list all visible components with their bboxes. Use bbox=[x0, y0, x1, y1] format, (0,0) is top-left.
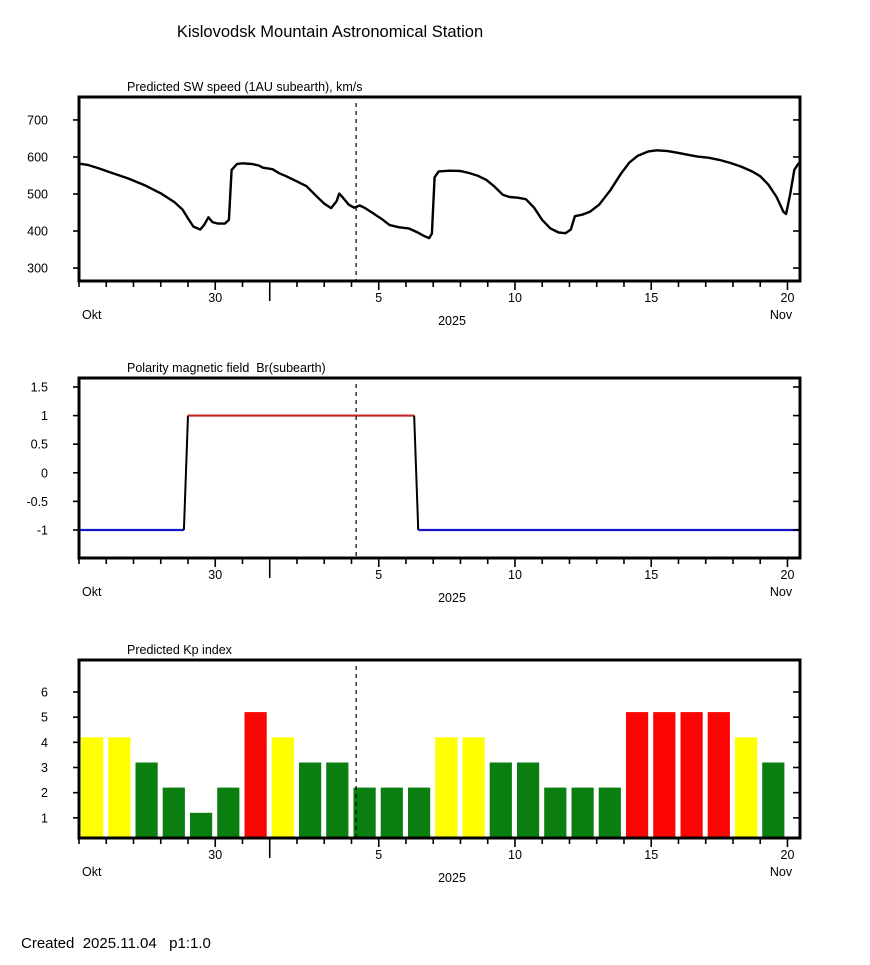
polarity-chart-title: Polarity magnetic field Br(subearth) bbox=[127, 361, 326, 375]
plot-box bbox=[79, 97, 800, 281]
kp-bar-nov-7 bbox=[435, 737, 457, 838]
sw_speed-plot bbox=[27, 97, 800, 328]
y-tick-label: 1 bbox=[41, 811, 48, 826]
x-tick-label: 20 bbox=[780, 568, 795, 582]
y-tick-label: 1 bbox=[41, 409, 48, 424]
x-tick-label: 20 bbox=[780, 848, 795, 862]
y-tick-label: 300 bbox=[27, 261, 48, 276]
kp-bar-nov-4 bbox=[354, 788, 376, 838]
y-tick-label: -0.5 bbox=[26, 494, 48, 509]
kp-index-chart-title: Predicted Kp index bbox=[127, 643, 232, 657]
kp-bar-nov-10 bbox=[517, 763, 539, 839]
y-tick-label: 400 bbox=[27, 224, 48, 239]
polarity-plot bbox=[26, 378, 800, 605]
y-tick-label: 500 bbox=[27, 187, 48, 202]
kp-bar-okt-26 bbox=[108, 737, 130, 838]
x-tick-label: 15 bbox=[644, 848, 659, 862]
kp-bar-okt-28 bbox=[163, 788, 185, 838]
y-tick-label: 0 bbox=[41, 466, 48, 481]
x-tick-label: 10 bbox=[508, 568, 522, 582]
y-tick-label: 700 bbox=[27, 113, 48, 128]
kp-bar-nov-11 bbox=[544, 788, 566, 838]
kp-bar-nov-15 bbox=[653, 712, 675, 838]
y-tick-label: 5 bbox=[41, 710, 48, 725]
kp-bar-nov-6 bbox=[408, 788, 430, 838]
kp-bar-nov-13 bbox=[599, 788, 621, 838]
x-tick-label: 30 bbox=[208, 568, 223, 582]
kp-bar-nov-12 bbox=[572, 788, 594, 838]
created-timestamp: Created 2025.11.04 p1:1.0 bbox=[21, 935, 211, 952]
y-tick-label: 6 bbox=[41, 685, 48, 700]
y-tick-label: 2 bbox=[41, 786, 48, 801]
y-tick-label: 3 bbox=[41, 761, 48, 776]
y-tick-label: 0.5 bbox=[30, 437, 48, 452]
sw-speed-chart-title: Predicted SW speed (1AU subearth), km/s bbox=[127, 80, 363, 94]
x-tick-label: 15 bbox=[644, 568, 659, 582]
month-start-label: Okt bbox=[82, 308, 102, 322]
x-tick-label: 15 bbox=[644, 291, 659, 305]
kp-bar-okt-31 bbox=[245, 712, 267, 838]
x-tick-label: 10 bbox=[508, 848, 522, 862]
y-tick-label: 600 bbox=[27, 150, 48, 165]
kp-bar-okt-27 bbox=[136, 763, 158, 839]
month-start-label: Okt bbox=[82, 585, 102, 599]
year-label: 2025 bbox=[438, 591, 466, 605]
page-title: Kislovodsk Mountain Astronomical Station bbox=[176, 23, 484, 41]
kp-bar-nov-1 bbox=[272, 737, 294, 838]
kp-bar-okt-25 bbox=[81, 737, 103, 838]
x-tick-label: 30 bbox=[208, 291, 223, 305]
x-tick-label: 10 bbox=[508, 291, 522, 305]
kp-plot bbox=[41, 660, 800, 885]
x-tick-label: 20 bbox=[780, 291, 795, 305]
kp-bar-nov-8 bbox=[463, 737, 485, 838]
kp-bar-nov-9 bbox=[490, 763, 512, 839]
month-end-label: Nov bbox=[769, 585, 793, 599]
kp-bar-nov-16 bbox=[681, 712, 703, 838]
x-tick-label: 5 bbox=[375, 291, 383, 305]
month-end-label: Nov bbox=[769, 308, 793, 322]
kp-bar-nov-17 bbox=[708, 712, 730, 838]
month-end-label: Nov bbox=[769, 865, 793, 879]
x-tick-label: 5 bbox=[375, 848, 383, 862]
kp-bar-nov-14 bbox=[626, 712, 648, 838]
polarity-transition bbox=[414, 416, 418, 530]
kp-bar-nov-5 bbox=[381, 788, 403, 838]
kp-bar-nov-2 bbox=[299, 763, 321, 839]
kp-bar-nov-18 bbox=[735, 737, 757, 838]
x-tick-label: 30 bbox=[208, 848, 223, 862]
year-label: 2025 bbox=[438, 871, 466, 885]
y-tick-label: -1 bbox=[36, 523, 48, 538]
x-tick-label: 5 bbox=[375, 568, 383, 582]
y-tick-label: 4 bbox=[41, 735, 48, 750]
kp-bar-nov-19 bbox=[762, 763, 784, 839]
month-start-label: Okt bbox=[82, 865, 102, 879]
kp-bar-nov-3 bbox=[326, 763, 348, 839]
sw-speed-line bbox=[79, 150, 800, 238]
polarity-transition bbox=[184, 416, 188, 530]
y-tick-label: 1.5 bbox=[30, 380, 48, 395]
kp-bar-okt-30 bbox=[217, 788, 239, 838]
year-label: 2025 bbox=[438, 314, 466, 328]
kp-bar-okt-29 bbox=[190, 813, 212, 838]
